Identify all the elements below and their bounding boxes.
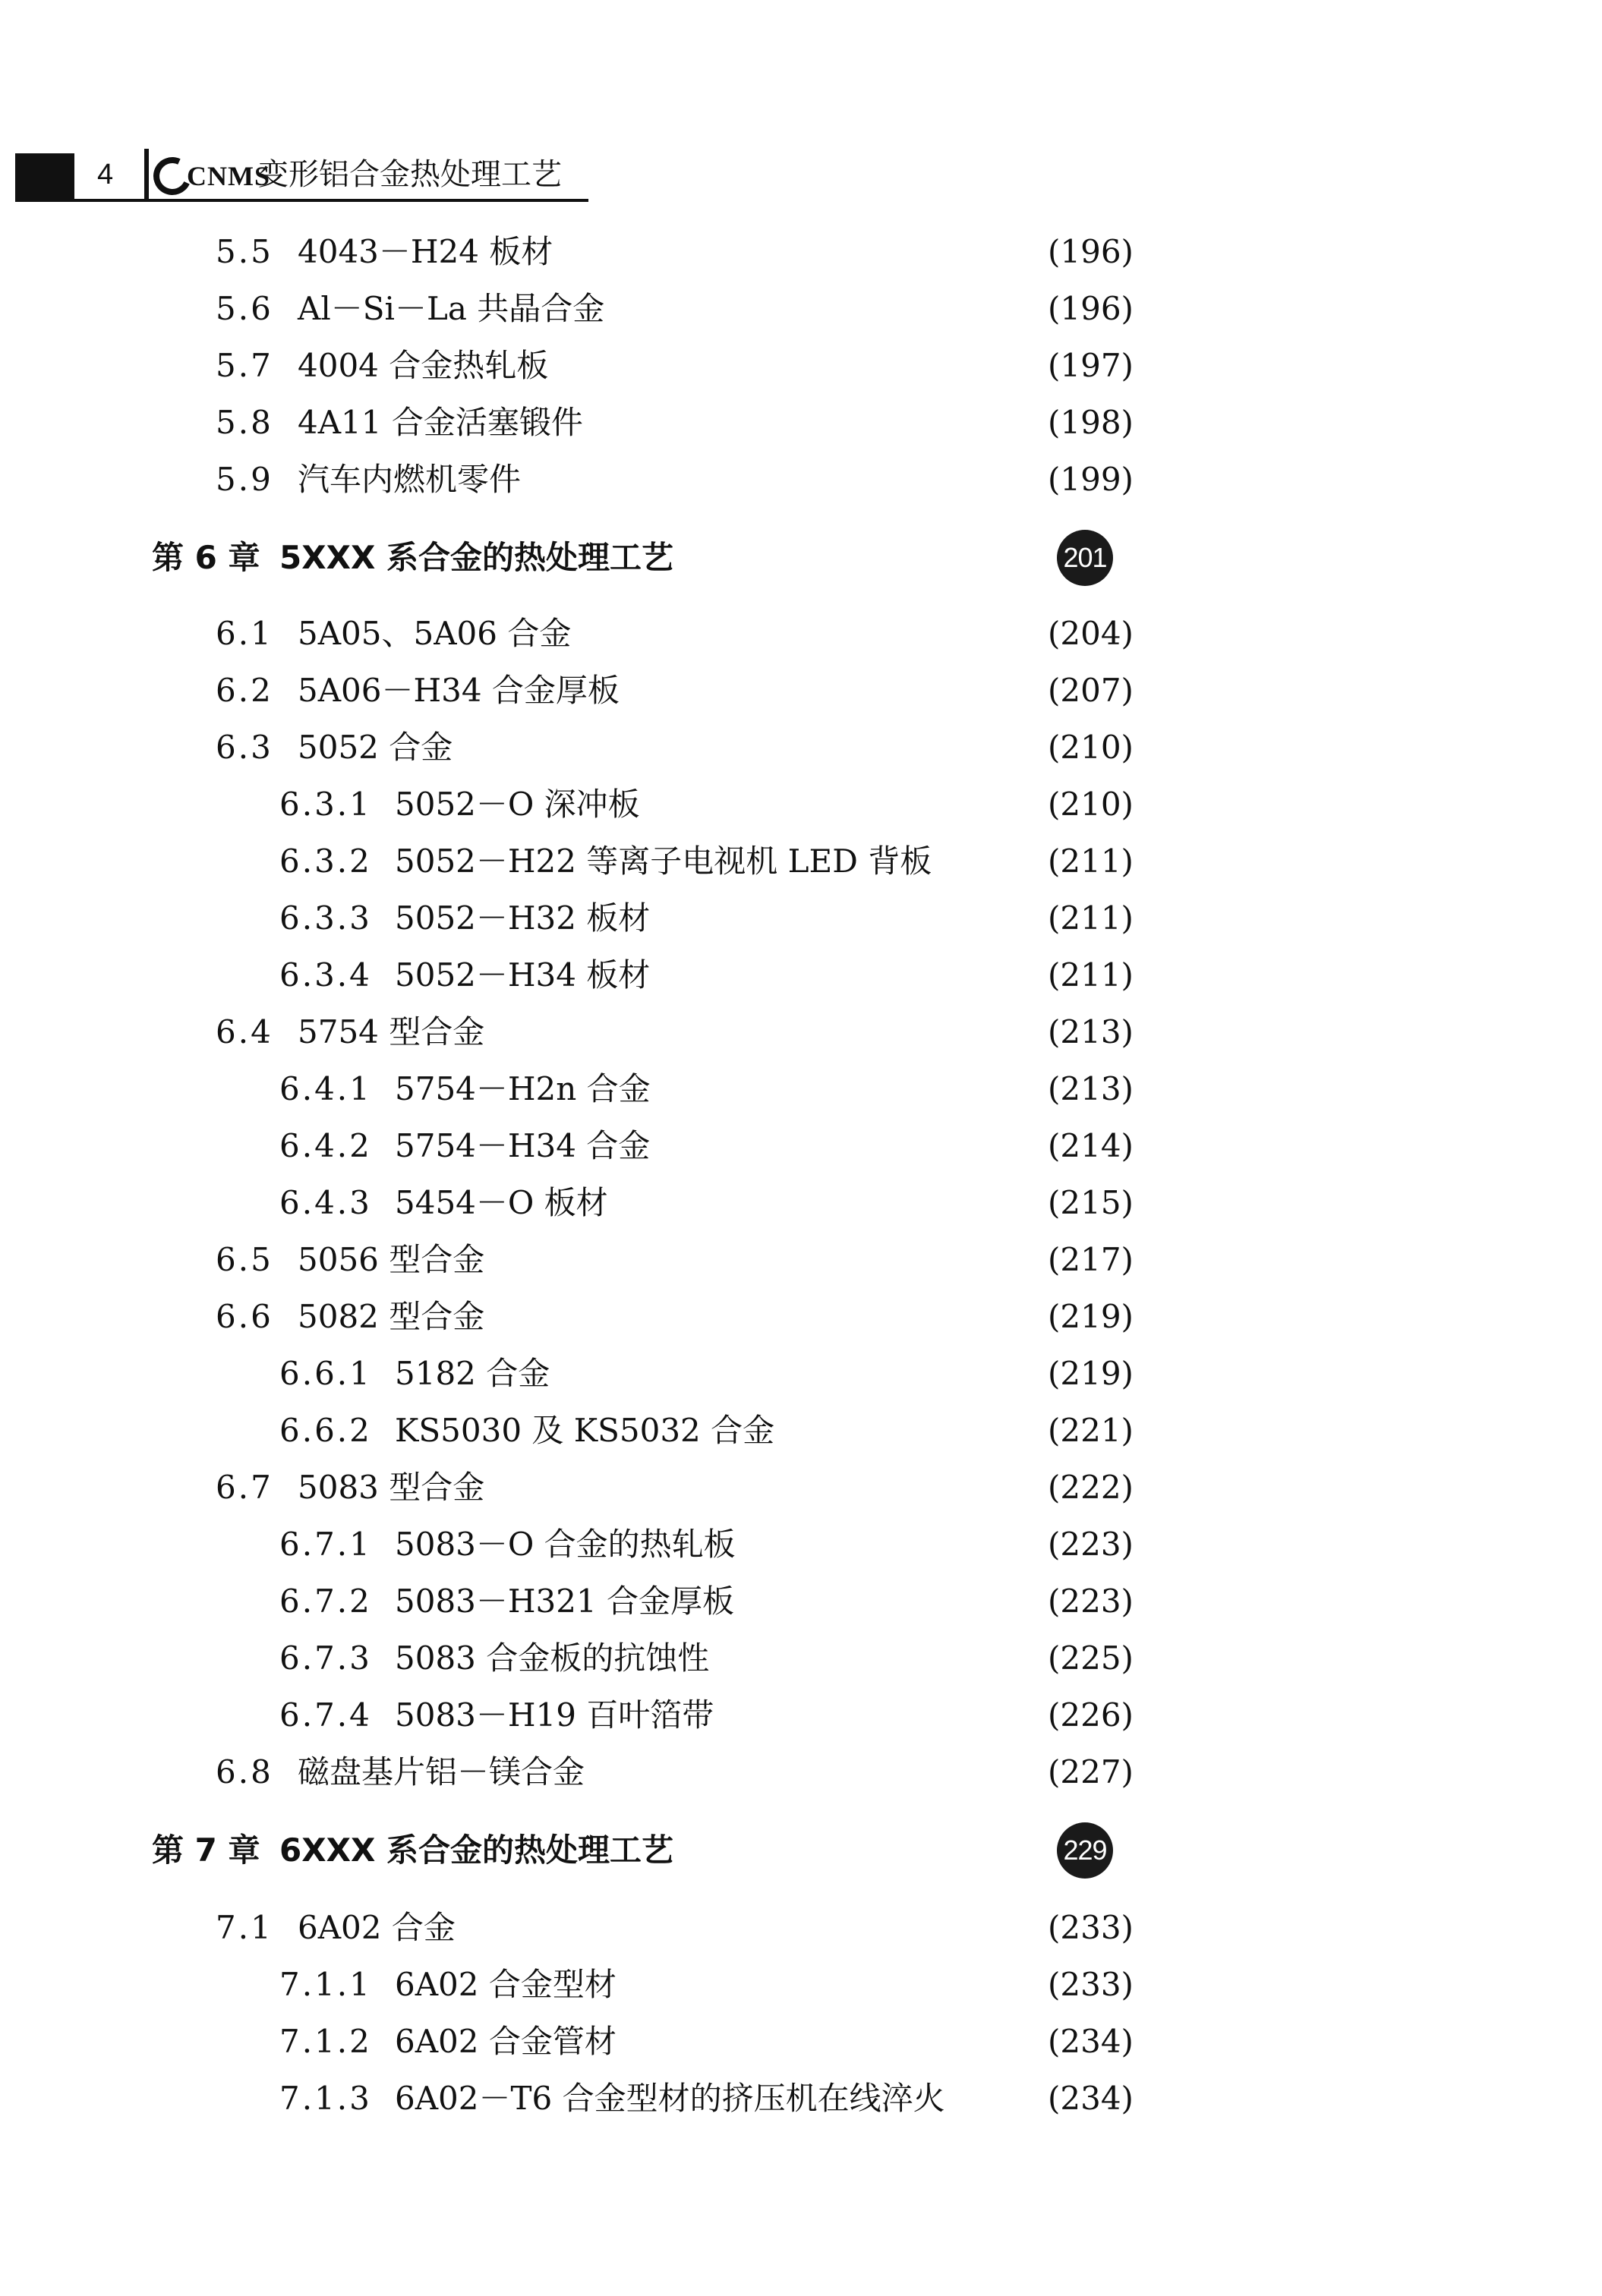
section-number: 7.1.2 xyxy=(279,2023,372,2060)
section-number: 6.2 xyxy=(216,672,273,709)
page-ref: (199) xyxy=(1048,461,1134,498)
toc-entry xyxy=(0,611,1602,657)
toc-entry xyxy=(0,953,1602,998)
toc-entry xyxy=(0,1180,1602,1226)
page-ref: (196) xyxy=(1048,233,1134,270)
section-title: 5052－O 深冲板 xyxy=(395,786,640,823)
section-title: KS5030 及 KS5032 合金 xyxy=(395,1412,775,1449)
chapter-label: 第 6 章 xyxy=(152,539,260,576)
section-number: 5.6 xyxy=(216,290,273,327)
page-ref: (219) xyxy=(1048,1298,1134,1335)
page-ref: (197) xyxy=(1048,347,1134,384)
page-ref: (223) xyxy=(1048,1526,1134,1563)
section-number: 6.3.3 xyxy=(279,899,372,937)
section-number: 6.7 xyxy=(216,1469,273,1506)
toc-entry xyxy=(0,343,1602,389)
toc-entry xyxy=(0,457,1602,502)
toc-entry xyxy=(0,1351,1602,1397)
section-number: 6.4.1 xyxy=(279,1070,372,1107)
page-ref: (215) xyxy=(1048,1184,1134,1221)
page-ref: (210) xyxy=(1048,786,1134,823)
page-ref: (211) xyxy=(1048,899,1134,937)
toc-entry xyxy=(0,2076,1602,2121)
page-ref: (234) xyxy=(1048,2080,1134,2117)
page-ref: (204) xyxy=(1048,615,1134,652)
section-number: 6.5 xyxy=(216,1241,273,1278)
page-ref: (233) xyxy=(1048,1909,1134,1946)
toc-entry xyxy=(0,839,1602,884)
toc-entry xyxy=(0,782,1602,827)
page-ref: (223) xyxy=(1048,1583,1134,1620)
page-ref: (234) xyxy=(1048,2023,1134,2060)
toc-entry xyxy=(0,1522,1602,1567)
section-title: 4043－H24 板材 xyxy=(298,233,553,270)
section-title: Al－Si－La 共晶合金 xyxy=(298,290,605,327)
toc-entry xyxy=(0,896,1602,941)
section-title: 5052 合金 xyxy=(298,729,453,766)
section-number: 6.4.3 xyxy=(279,1184,372,1221)
page-ref: (226) xyxy=(1048,1696,1134,1734)
section-title: 4A11 合金活塞锻件 xyxy=(298,404,583,441)
toc-entry xyxy=(0,1294,1602,1340)
section-title: 5454－O 板材 xyxy=(395,1184,608,1221)
section-title: 5A06－H34 合金厚板 xyxy=(298,672,620,709)
section-title: 5052－H22 等离子电视机 LED 背板 xyxy=(395,842,932,880)
chapter-page-badge: 201 xyxy=(1057,530,1113,586)
section-title: 5083 合金板的抗蚀性 xyxy=(395,1639,710,1677)
toc-entry xyxy=(0,400,1602,446)
toc-entry xyxy=(0,1636,1602,1681)
section-title: 5083－O 合金的热轧板 xyxy=(395,1526,736,1563)
page-ref: (214) xyxy=(1048,1127,1134,1164)
section-number: 7.1.1 xyxy=(279,1966,372,2003)
toc-entry xyxy=(0,1465,1602,1510)
section-number: 6.3 xyxy=(216,729,273,766)
toc-entry xyxy=(0,1693,1602,1738)
section-title: 5052－H34 板材 xyxy=(395,956,651,994)
page-ref: (213) xyxy=(1048,1070,1134,1107)
section-title: 6A02－T6 合金型材的挤压机在线淬火 xyxy=(395,2080,945,2117)
section-number: 5.5 xyxy=(216,233,273,270)
section-number: 7.1 xyxy=(216,1909,273,1946)
section-number: 6.7.2 xyxy=(279,1583,372,1620)
page-ref: (211) xyxy=(1048,842,1134,880)
section-title: 5754 型合金 xyxy=(298,1013,485,1050)
page-number: 4 xyxy=(97,159,114,191)
section-title: 5083 型合金 xyxy=(298,1469,485,1506)
section-title: 5083－H19 百叶箔带 xyxy=(395,1696,714,1734)
page-ref: (227) xyxy=(1048,1753,1134,1791)
section-number: 7.1.3 xyxy=(279,2080,372,2117)
toc-entry xyxy=(0,1750,1602,1795)
section-number: 6.3.2 xyxy=(279,842,372,880)
book-title: 变形铝合金热处理工艺 xyxy=(258,157,562,192)
chapter-label: 第 7 章 xyxy=(152,1831,260,1869)
section-number: 6.7.4 xyxy=(279,1696,372,1734)
page-ref: (221) xyxy=(1048,1412,1134,1449)
page-ref: (211) xyxy=(1048,956,1134,994)
chapter-heading xyxy=(0,531,1602,584)
section-title: 5754－H34 合金 xyxy=(395,1127,651,1164)
toc-entry xyxy=(0,1009,1602,1055)
chapter-page-badge: 229 xyxy=(1057,1822,1113,1879)
section-number: 6.8 xyxy=(216,1753,273,1791)
toc-entry xyxy=(0,1905,1602,1951)
section-number: 6.1 xyxy=(216,615,273,652)
section-number: 5.7 xyxy=(216,347,273,384)
chapter-heading xyxy=(0,1824,1602,1877)
page-ref: (196) xyxy=(1048,290,1134,327)
section-title: 5182 合金 xyxy=(395,1355,550,1392)
section-title: 5082 型合金 xyxy=(298,1298,485,1335)
section-title: 磁盘基片铝－镁合金 xyxy=(298,1753,585,1791)
section-number: 6.6.2 xyxy=(279,1412,372,1449)
toc-entry xyxy=(0,1962,1602,2008)
section-number: 6.7.1 xyxy=(279,1526,372,1563)
page-ref: (233) xyxy=(1048,1966,1134,2003)
section-title: 5056 型合金 xyxy=(298,1241,485,1278)
toc-entry xyxy=(0,2019,1602,2065)
section-title: 6A02 合金 xyxy=(298,1909,456,1946)
toc-entry xyxy=(0,1066,1602,1112)
page-ref: (213) xyxy=(1048,1013,1134,1050)
section-number: 6.3.1 xyxy=(279,786,372,823)
section-title: 5A05、5A06 合金 xyxy=(298,615,572,652)
logo-text: CNMS xyxy=(187,161,270,191)
toc-entry xyxy=(0,1123,1602,1169)
section-number: 6.3.4 xyxy=(279,956,372,994)
toc-entry xyxy=(0,668,1602,713)
toc-entry xyxy=(0,1579,1602,1624)
chapter-title: 6XXX 系合金的热处理工艺 xyxy=(279,1831,673,1869)
section-title: 6A02 合金管材 xyxy=(395,2023,617,2060)
page-ref: (207) xyxy=(1048,672,1134,709)
section-title: 5052－H32 板材 xyxy=(395,899,651,937)
page-ref: (198) xyxy=(1048,404,1134,441)
page-ref: (219) xyxy=(1048,1355,1134,1392)
chapter-title: 5XXX 系合金的热处理工艺 xyxy=(279,539,673,576)
page-ref: (210) xyxy=(1048,729,1134,766)
section-title: 汽车内燃机零件 xyxy=(298,461,522,498)
section-number: 6.7.3 xyxy=(279,1639,372,1677)
section-number: 6.4.2 xyxy=(279,1127,372,1164)
toc-entry xyxy=(0,286,1602,332)
section-number: 6.4 xyxy=(216,1013,273,1050)
section-number: 6.6 xyxy=(216,1298,273,1335)
section-title: 5754－H2n 合金 xyxy=(395,1070,651,1107)
page-ref: (217) xyxy=(1048,1241,1134,1278)
page-ref: (222) xyxy=(1048,1469,1134,1506)
toc-entry xyxy=(0,1408,1602,1454)
section-number: 5.9 xyxy=(216,461,273,498)
toc-entry xyxy=(0,1237,1602,1283)
page-ref: (225) xyxy=(1048,1639,1134,1677)
toc-entry xyxy=(0,229,1602,275)
section-title: 4004 合金热轧板 xyxy=(298,347,549,384)
section-number: 6.6.1 xyxy=(279,1355,372,1392)
section-number: 5.8 xyxy=(216,404,273,441)
section-title: 5083－H321 合金厚板 xyxy=(395,1583,735,1620)
toc-entry xyxy=(0,725,1602,770)
section-title: 6A02 合金型材 xyxy=(395,1966,617,2003)
